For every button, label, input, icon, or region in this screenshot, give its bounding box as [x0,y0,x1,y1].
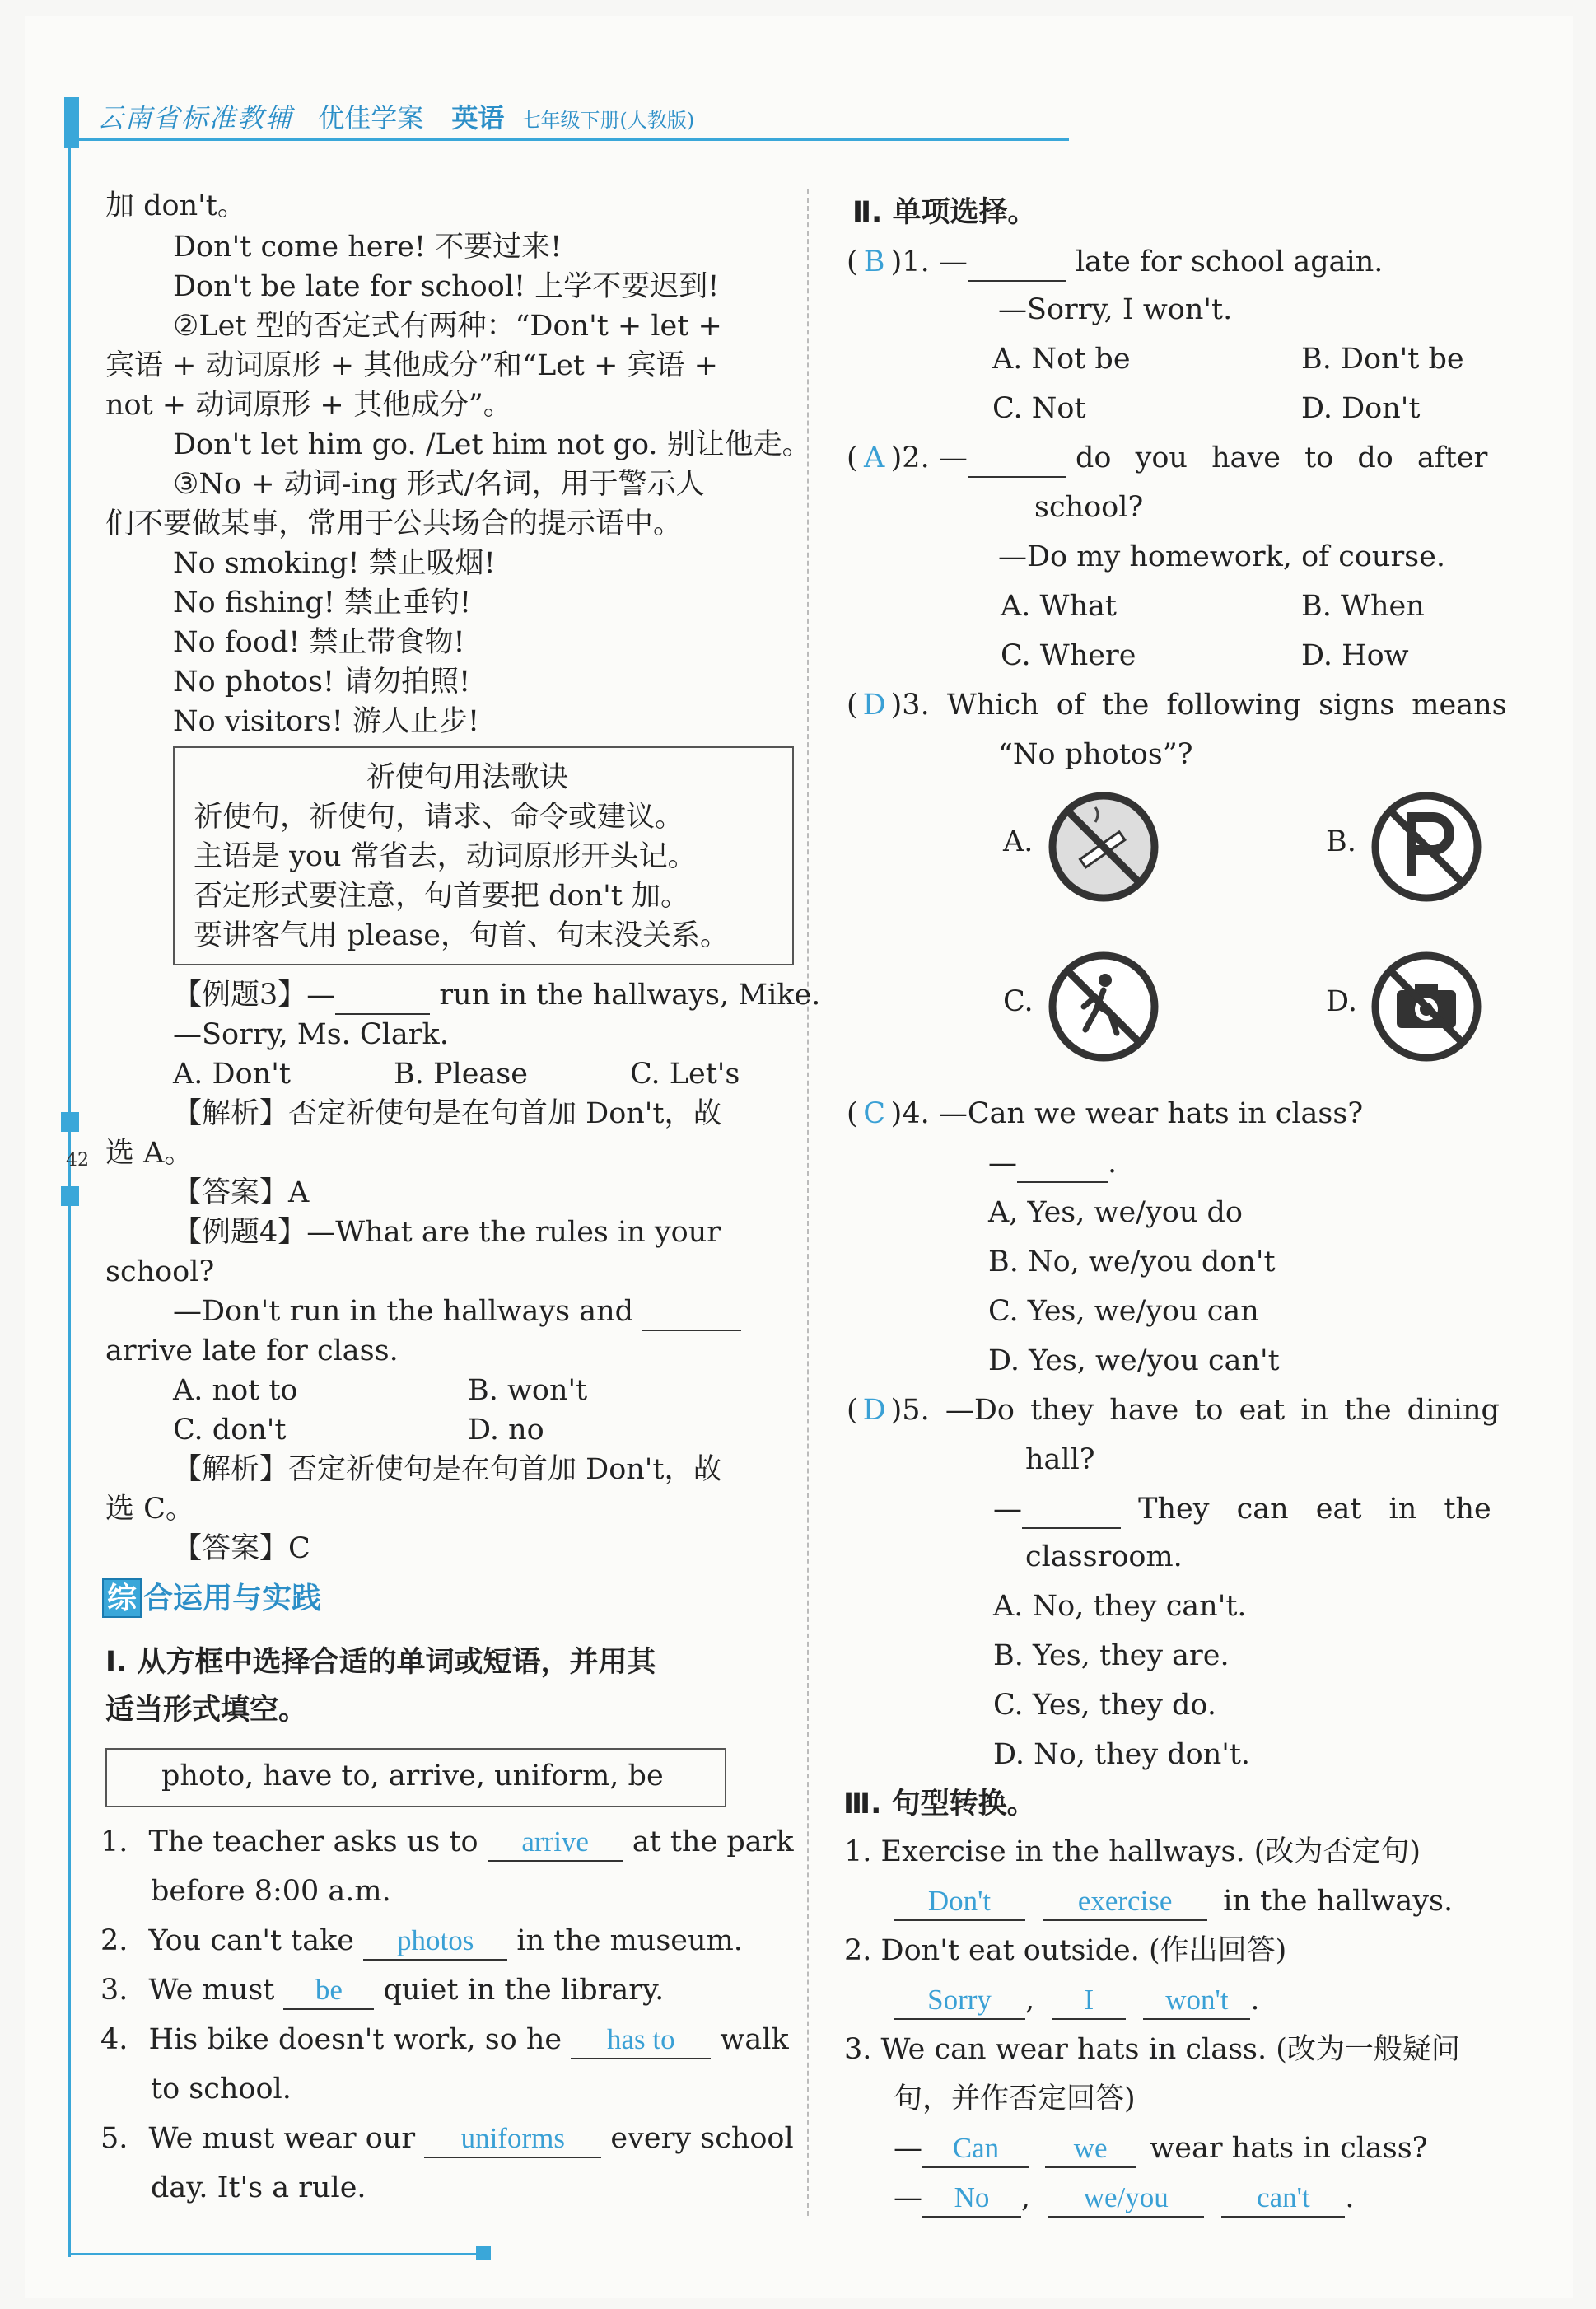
text-line: ②Let 型的否定式有两种：“Don't + let + [173,310,722,343]
example-3-analysis: 【解析】否定祈使句是在句首加 Don't，故 [173,1097,722,1130]
no-photos-sign-icon [1369,949,1484,1064]
column-divider [807,189,809,2216]
example-3-reply: —Sorry, Ms. Clark. [173,1018,449,1051]
item-text: We must [148,1974,275,2007]
example-3-option-c: C. Let's [630,1058,740,1091]
text-line: not + 动词原形 + 其他成分”。 [105,389,512,422]
section-heading [102,1578,321,1618]
mcq-4-option-d: D. Yes, we/you can't [988,1344,1280,1377]
mcq-2-stem: do you have to do after [1075,442,1488,474]
mcq-5-blank [1022,1491,1121,1529]
mcq-3-option-a: A. [1003,825,1034,858]
mcq-5-stem-cont: hall? [1025,1443,1095,1476]
mcq-4-reply: — . [988,1145,1117,1183]
page-number: 42 [66,1150,89,1171]
text-line: 们不要做某事，常用于公共场合的提示语中。 [105,507,683,540]
text-line: Don't come here! 不要过来! [173,231,562,264]
item-number: 4. [100,2023,128,2056]
example-4-option-b: B. won't [468,1374,588,1407]
mcq-5-option-b: B. Yes, they are. [993,1639,1230,1672]
mcq-1: ( B )1. — late for school again. [847,244,1383,282]
transform-1-answer [894,1883,1453,1921]
mcq-5-option-c: C. Yes, they do. [993,1689,1216,1722]
example-4-option-a: A. not to [173,1374,298,1407]
section-title: 合运用与实践 [143,1582,322,1615]
mcq-3-option-b: B. [1326,825,1356,858]
part-2-title: Ⅱ. 单项选择。 [852,196,1037,229]
mcq-2-answer: A [864,442,885,474]
example-3-analysis: 选 A。 [105,1137,194,1170]
text-line: No visitors! 游人止步! [173,705,480,738]
item-number: 2. [100,1924,128,1957]
transform-3-blank: No [922,2180,1021,2218]
mcq-3-stem: )3. Which of the following signs means [890,689,1507,722]
mcq-5-stem: )5. —Do they have to eat in the dining [890,1394,1500,1427]
fill-item-1 [100,1824,794,1862]
mcq-2-option-d: D. How [1301,639,1409,672]
item-answer: arrive [488,1824,623,1862]
mcq-3: ( D )3. Which of the following signs means [847,689,1507,722]
header-book: 优佳学案 [318,102,424,133]
mcq-2: ( A )2. — do you have to do after [847,440,1487,478]
example-4-question: school? [105,1255,215,1288]
mcq-1-reply: —Sorry, I won't. [998,293,1233,326]
text-line: 加 don't。 [105,189,246,222]
mcq-2-stem: )2. — [890,442,968,474]
item-answer: has to [571,2022,711,2059]
mcq-4-dash: — [988,1147,1017,1180]
header-series: 云南省标准教辅 [97,102,294,133]
example-3-question [173,977,820,1015]
mcq-5-answer: D [862,1394,886,1427]
transform-1-blank: exercise [1043,1883,1207,1921]
item-answer: be [283,1972,374,2010]
item-text: You can't take [148,1924,355,1957]
footer-marker [476,2246,491,2260]
mcq-1-option-c: C. Not [992,392,1086,425]
example-4-reply [173,1293,741,1331]
text-line: No smoking! 禁止吸烟! [173,547,496,580]
fill-item-1-cont: before 8:00 a.m. [151,1875,391,1908]
mcq-3-option-c: C. [1003,985,1034,1018]
mcq-4: ( C )4. —Can we wear hats in class? [847,1097,1364,1130]
rhyme-title: 祈使句用法歌诀 [366,761,569,794]
item-number: 5. [100,2122,128,2155]
mcq-1-blank [968,244,1066,282]
transform-2-blank: I [1052,1982,1126,2020]
example-3-option-b: B. Please [394,1058,528,1091]
item-answer: uniforms [424,2120,601,2158]
mcq-5-option-d: D. No, they don't. [993,1738,1251,1771]
example-4-answer: 【答案】C [173,1532,310,1565]
item-text: at the park [632,1825,794,1858]
transform-3-question: — Can we wear hats in class? [894,2130,1427,2168]
rhyme-line: 否定形式要注意，句首要把 don't 加。 [194,880,689,913]
side-marker [61,1112,79,1132]
example-4-blank [642,1293,741,1331]
header-subject: 英语 [451,102,505,133]
mcq-2-stem-cont: school? [1034,491,1144,524]
item-answer: photos [363,1923,507,1961]
mcq-5-option-a: A. No, they can't. [993,1590,1247,1623]
transform-3-reply: — No , we/you can't . [894,2180,1355,2218]
item-text: in the museum. [516,1924,743,1957]
rhyme-line: 要讲客气用 please，句首、句末没关系。 [194,919,729,952]
transform-3-stem-cont: 句，并作否定回答) [894,2082,1136,2115]
transform-1-stem: 1. Exercise in the hallways. (改为否定句) [844,1835,1421,1868]
item-text: every school [610,2122,794,2155]
mcq-4-option-a: A, Yes, we/you do [988,1196,1243,1229]
example-4-question: 【例题4】—What are the rules in your [173,1216,721,1249]
example-4-analysis: 选 C。 [105,1493,194,1526]
transform-2-answer: Sorry , I won't . [894,1982,1260,2020]
word-box-text: photo, have to, arrive, uniform, be [161,1760,664,1793]
fill-item-4 [100,2022,789,2059]
mcq-4-stem: )4. —Can we wear hats in class? [890,1097,1364,1130]
text-line: Don't be late for school! 上学不要迟到! [173,270,720,303]
fill-item-2 [100,1923,743,1961]
text-line: Don't let him go. /Let him not go. 别让他走。 [173,428,811,461]
transform-2-stem: 2. Don't eat outside. (作出回答) [844,1934,1287,1967]
rhyme-line: 祈使句，祈使句，请求、命令或建议。 [194,801,684,834]
mcq-4-option-c: C. Yes, we/you can [988,1295,1259,1328]
part-3-title: Ⅲ. 句型转换。 [843,1788,1036,1821]
example-4-reply: arrive late for class. [105,1334,399,1367]
example-3-label: 【例题3】— [173,979,336,1012]
mcq-2-option-c: C. Where [1001,639,1136,672]
mcq-4-option-b: B. No, we/you don't [988,1246,1276,1278]
no-parking-sign-icon [1369,789,1484,904]
text-line: No fishing! 禁止垂钓! [173,587,472,619]
text-line: ③No + 动词-ing 形式/名词，用于警示人 [173,468,705,501]
transform-3-text: wear hats in class? [1150,2132,1428,2165]
example-3-option-a: A. Don't [173,1058,291,1091]
no-smoking-sign-icon [1046,789,1161,904]
transform-3-blank: can't [1221,2180,1345,2218]
mcq-5-reply-cont: classroom. [1025,1540,1183,1573]
transform-3-blank: Can [922,2130,1029,2168]
transform-2-blank: won't [1143,1982,1250,2020]
mcq-4-blank [1017,1145,1108,1183]
item-text: quiet in the library. [383,1974,665,2007]
item-text: We must wear our [148,2122,416,2155]
mcq-4-answer: C [863,1097,886,1130]
mcq-2-reply: —Do my homework, of course. [998,540,1445,573]
transform-3-stem: 3. We can wear hats in class. (改为一般疑问 [844,2033,1460,2066]
mcq-1-stem: )1. — [890,245,968,278]
no-pedestrians-sign-icon [1046,949,1161,1064]
section-badge: 综 [102,1578,142,1618]
mcq-3-option-d: D. [1326,985,1357,1018]
fill-item-4-cont: to school. [151,2073,292,2106]
fill-item-3 [100,1972,664,2010]
header-rule [64,138,1069,141]
header-grade: 七年级下册(人教版) [520,109,695,132]
example-4-option-d: D. no [468,1414,544,1447]
text-line: 宾语 + 动词原形 + 其他成分”和“Let + 宾语 + [105,349,718,382]
mcq-2-option-b: B. When [1301,590,1425,623]
transform-1-blank: Don't [894,1883,1025,1921]
example-4-analysis: 【解析】否定祈使句是在句首加 Don't，故 [173,1453,722,1486]
transform-3-blank: we [1045,2130,1136,2168]
text-line: No food! 禁止带食物! [173,626,465,659]
mcq-1-option-d: D. Don't [1301,392,1421,425]
fill-item-5-cont: day. It's a rule. [151,2171,366,2204]
item-number: 1. [100,1825,128,1858]
item-number: 3. [100,1974,128,2007]
mcq-1-option-a: A. Not be [992,343,1131,376]
transform-1-text: in the hallways. [1223,1885,1454,1918]
item-text: walk [720,2023,789,2056]
page-header [97,97,694,135]
transform-2-blank: Sorry [894,1982,1025,2020]
transform-3-blank: we/you [1048,2180,1204,2218]
example-4-option-c: C. don't [173,1414,287,1447]
mcq-3-stem-cont: “No photos”? [998,738,1193,771]
part-1-title: Ⅰ. 从方框中选择合适的单词或短语，并用其 [105,1646,656,1679]
mcq-5: ( D )5. —Do they have to eat in the dining [847,1394,1500,1427]
side-marker [61,1186,79,1206]
rhyme-line: 主语是 you 常省去，动词原形开头记。 [194,840,697,873]
mcq-3-answer: D [862,689,886,722]
mcq-5-reply [993,1491,1491,1529]
mcq-1-option-b: B. Don't be [1301,343,1464,376]
mcq-1-stem: late for school again. [1075,245,1384,278]
part-1-title: 适当形式填空。 [105,1694,308,1727]
item-text: His bike doesn't work, so he [148,2023,562,2056]
mcq-1-answer: B [863,245,885,278]
example-3-blank [335,977,430,1015]
fill-item-5 [100,2120,794,2158]
mcq-2-option-a: A. What [1001,590,1117,623]
example-3-answer: 【答案】A [173,1176,310,1209]
example-4-text: —Don't run in the hallways and [173,1295,634,1328]
mcq-2-blank [968,440,1066,478]
mcq-5-dash: — [993,1493,1022,1526]
text-line: No photos! 请勿拍照! [173,666,471,699]
mcq-5-reply-text: They can eat in the [1138,1493,1491,1526]
footer-rule [68,2253,479,2255]
example-3-text: run in the hallways, Mike. [439,979,821,1012]
item-text: The teacher asks us to [148,1825,478,1858]
